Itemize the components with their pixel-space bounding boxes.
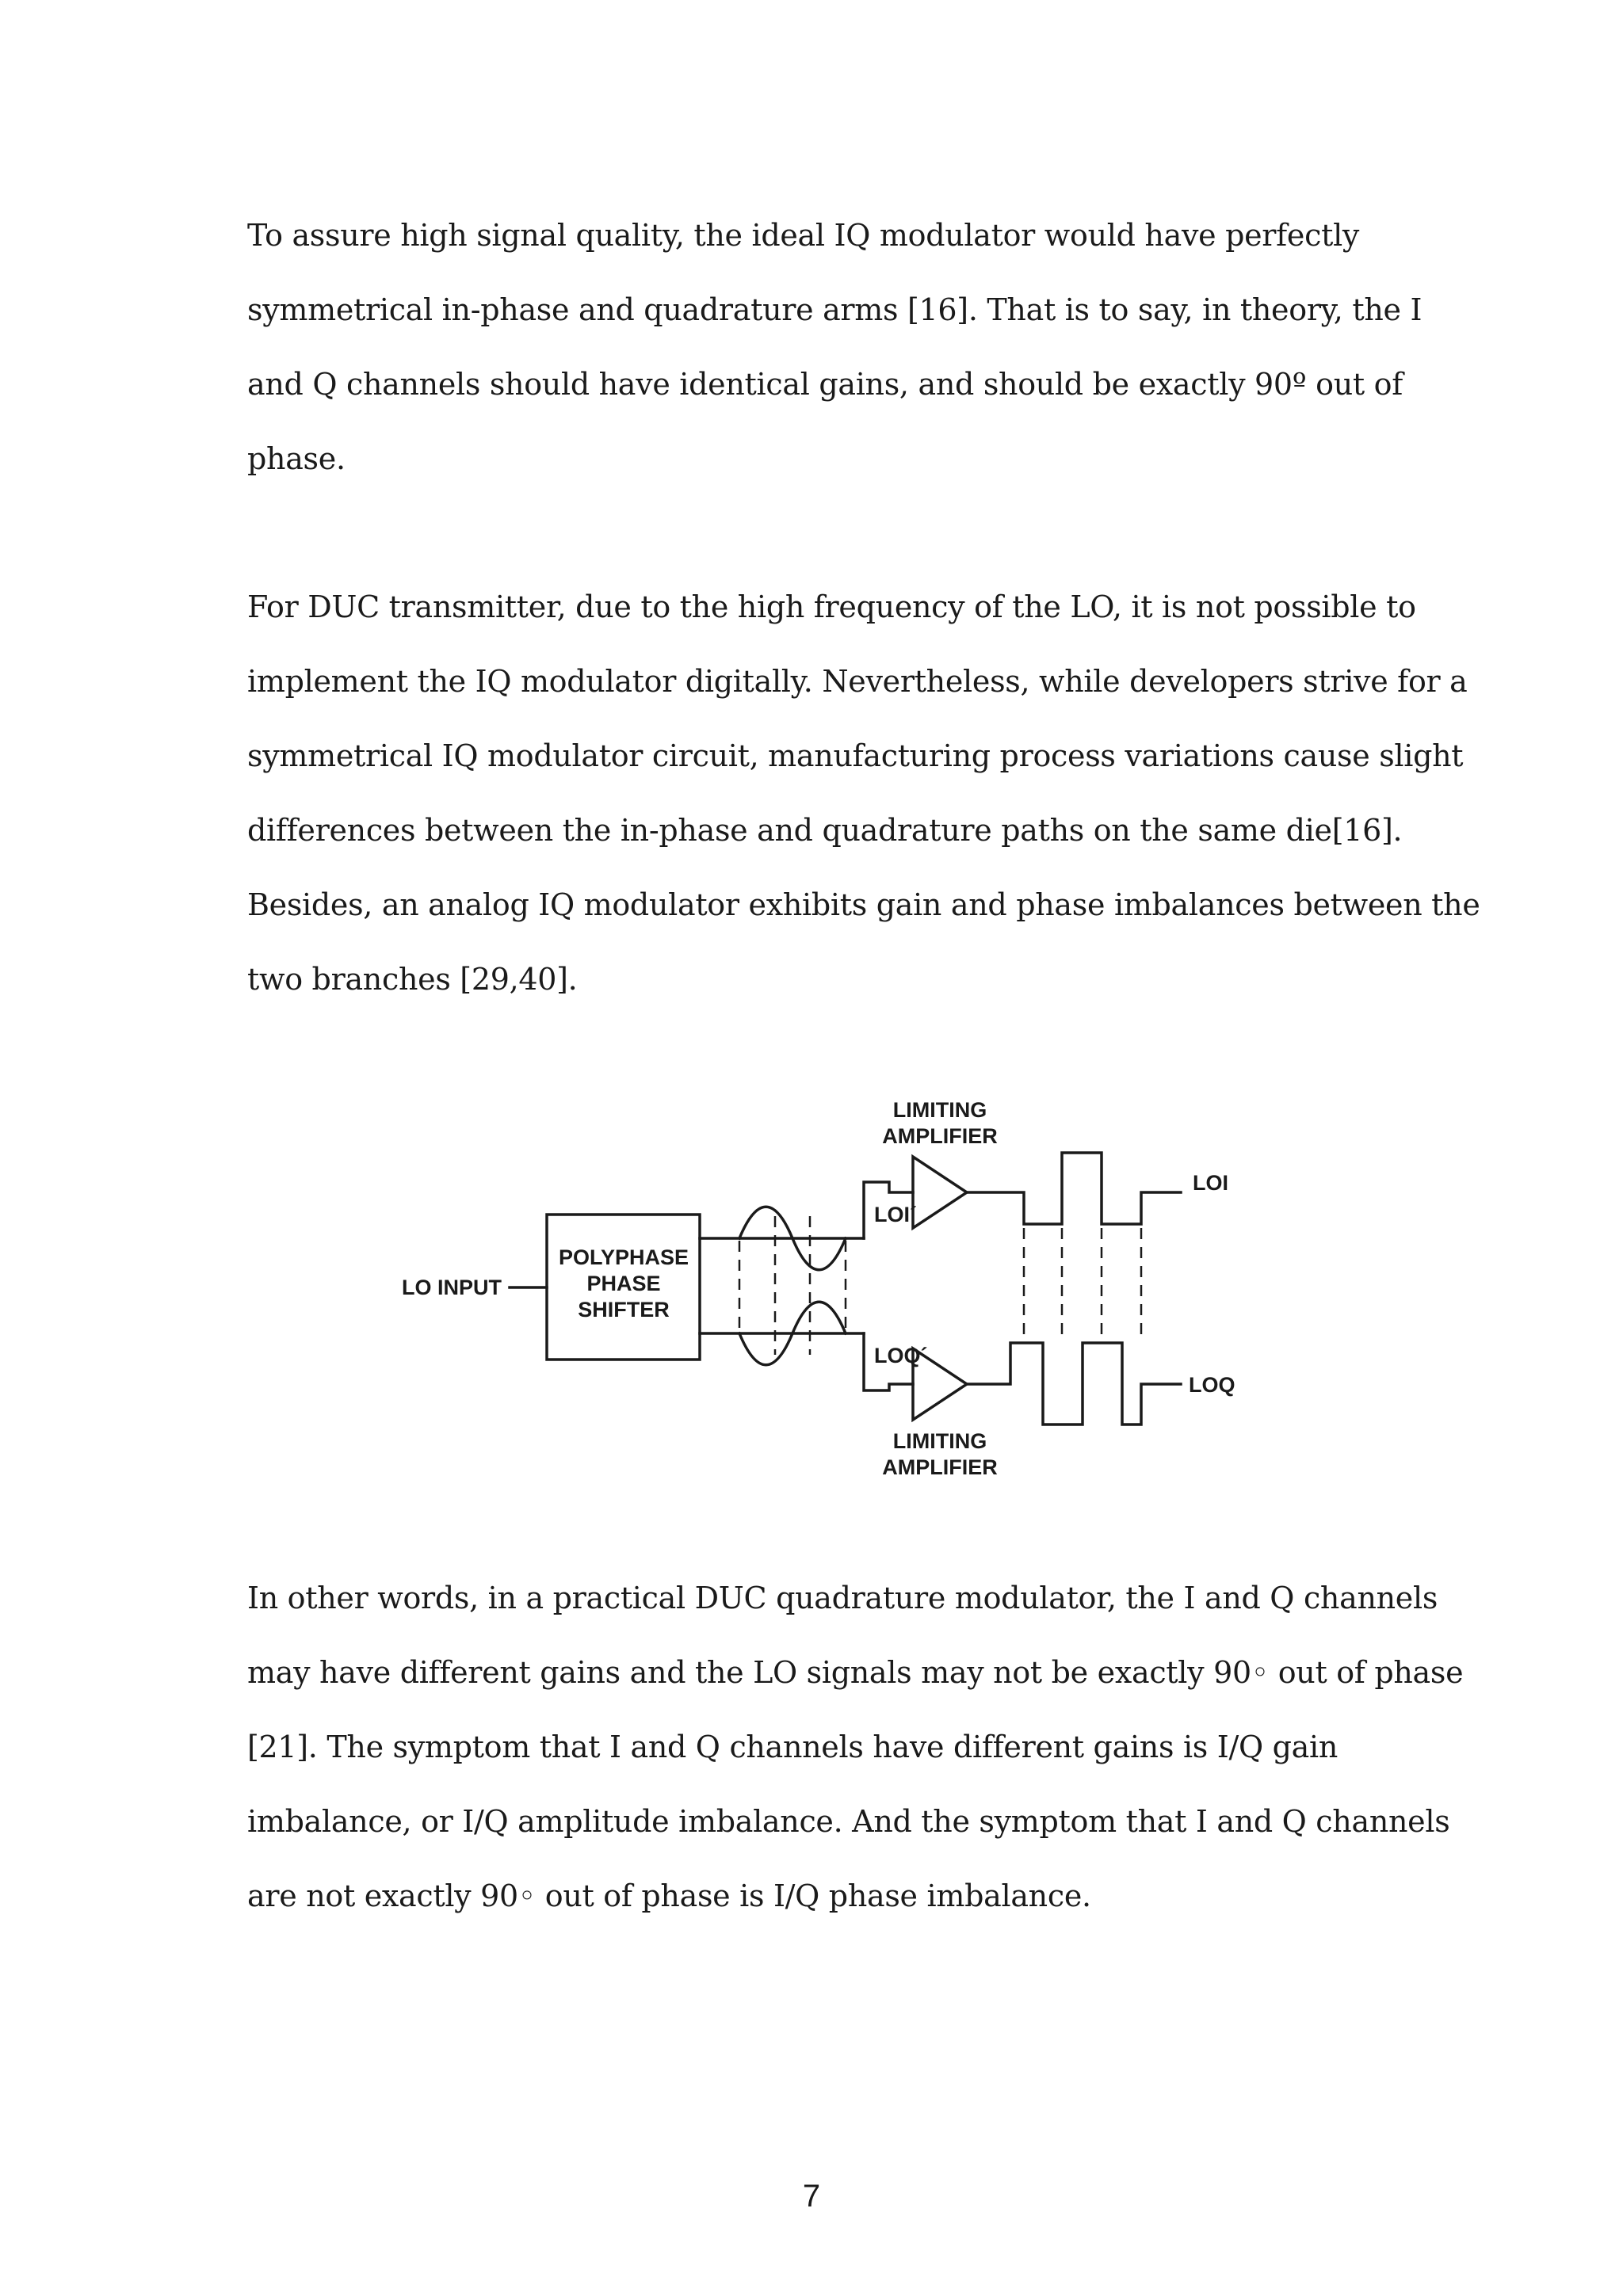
loq-output-label: LOQ — [1189, 1373, 1235, 1397]
text-line: symmetrical IQ modulator circuit, manufacturing process variations cause slight — [247, 738, 1464, 773]
paragraph-iq-imbalance — [247, 1561, 1464, 1933]
loi-prime-label: LOI´ — [874, 1203, 917, 1226]
loi-output-label: LOI — [1193, 1171, 1228, 1195]
diagram-svg — [396, 1085, 1252, 1497]
shifter-label-line1: POLYPHASE — [558, 1245, 689, 1269]
text-line: are not exactly 90◦ out of phase is I/Q phase imbalance. — [247, 1878, 1091, 1913]
polyphase-shifter-diagram — [396, 1085, 1252, 1497]
amp-top-label-line1: LIMITING — [892, 1098, 987, 1122]
text-line: Besides, an analog IQ modulator exhibits gain and phase imbalances between the — [247, 887, 1480, 922]
paragraph-iq-symmetry — [247, 198, 1423, 496]
text-line: imbalance, or I/Q amplitude imbalance. And the symptom that I and Q channels — [247, 1804, 1450, 1839]
paragraph-duc-transmitter — [247, 570, 1480, 1016]
page-number: 7 — [802, 2179, 821, 2214]
text-line: implement the IQ modulator digitally. Nevertheless, while developers strive for a — [247, 664, 1468, 699]
amp-top-label-line2: AMPLIFIER — [882, 1124, 998, 1148]
text-line: In other words, in a practical DUC quadrature modulator, the I and Q channels — [247, 1581, 1438, 1615]
shifter-label-line2: PHASE — [586, 1272, 661, 1295]
text-line: phase. — [247, 441, 346, 476]
text-line: two branches [29,40]. — [247, 962, 578, 997]
text-line: For DUC transmitter, due to the high frequency of the LO, it is not possible to — [247, 589, 1416, 624]
shifter-label-line3: SHIFTER — [578, 1298, 670, 1322]
loi-square-wave — [967, 1153, 1181, 1224]
loq-square-wave — [967, 1343, 1181, 1425]
amp-bottom-label-line1: LIMITING — [892, 1429, 987, 1453]
amp-bottom-label-line2: AMPLIFIER — [882, 1455, 998, 1479]
text-line: symmetrical in-phase and quadrature arms [16]. That is to say, in theory, the I — [247, 292, 1423, 327]
lo-input-label: LO INPUT — [402, 1276, 502, 1299]
text-line: may have different gains and the LO signals may not be exactly 90◦ out of phase — [247, 1655, 1464, 1690]
text-line: and Q channels should have identical gains, and should be exactly 90º out of — [247, 367, 1403, 402]
text-line: differences between the in-phase and quadrature paths on the same die[16]. — [247, 813, 1403, 848]
limiting-amplifier-top — [913, 1157, 967, 1228]
loq-prime-label: LOQ´ — [874, 1344, 928, 1367]
text-line: [21]. The symptom that I and Q channels have different gains is I/Q gain — [247, 1730, 1338, 1764]
text-line: To assure high signal quality, the ideal IQ modulator would have perfectly — [247, 218, 1360, 253]
